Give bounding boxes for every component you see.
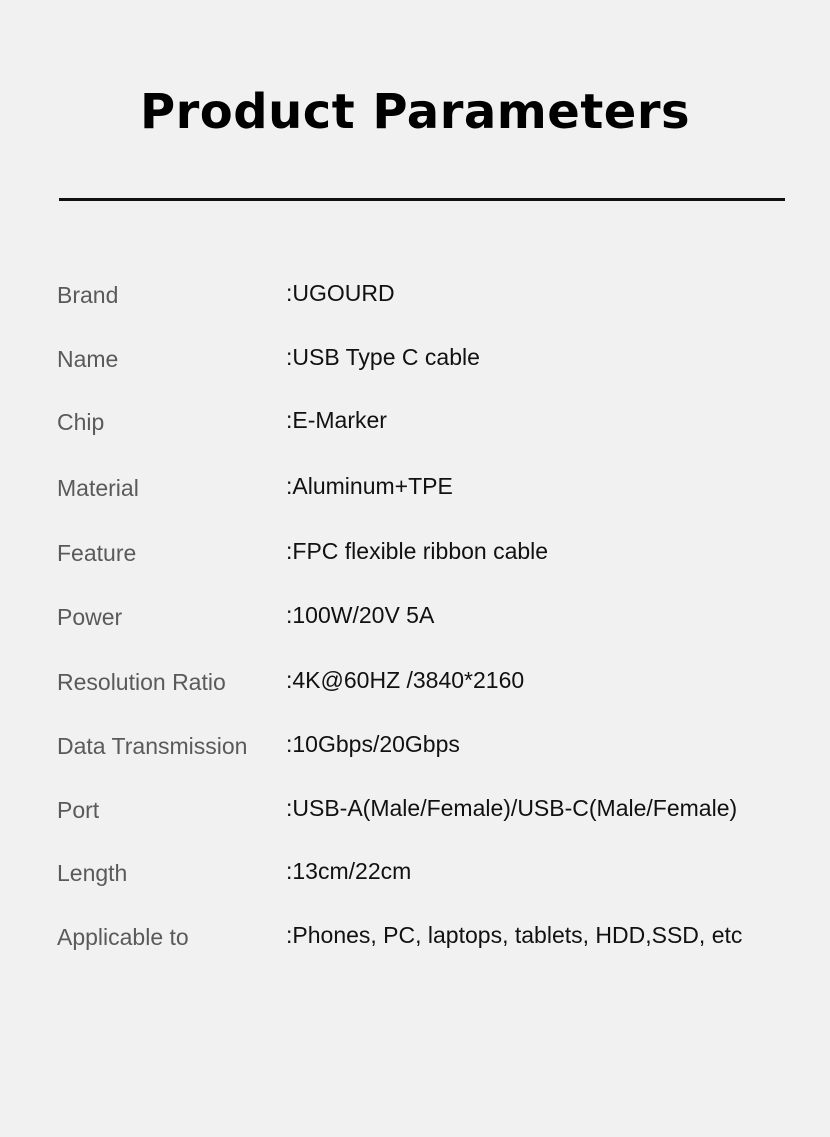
param-row-length bbox=[0, 860, 830, 900]
param-label: Applicable to bbox=[57, 924, 189, 950]
param-row-applicable-to bbox=[0, 924, 830, 964]
param-value: :100W/20V 5A bbox=[286, 602, 435, 628]
param-row-name bbox=[0, 346, 830, 386]
param-value: :13cm/22cm bbox=[286, 858, 412, 884]
param-label: Resolution Ratio bbox=[57, 669, 226, 695]
param-label: Material bbox=[57, 475, 139, 501]
param-row-power bbox=[0, 604, 830, 644]
param-value: :USB-A(Male/Female)/USB-C(Male/Female) bbox=[286, 795, 738, 821]
param-row-brand bbox=[0, 282, 830, 322]
param-row-data-transmission bbox=[0, 733, 830, 773]
param-value: :4K@60HZ /3840*2160 bbox=[286, 667, 525, 693]
title-divider bbox=[59, 198, 785, 201]
param-label: Chip bbox=[57, 409, 105, 435]
param-label: Name bbox=[57, 346, 119, 372]
param-value: :10Gbps/20Gbps bbox=[286, 731, 460, 757]
param-value: :Phones, PC, laptops, tablets, HDD,SSD, etc bbox=[286, 922, 743, 948]
param-value: :UGOURD bbox=[286, 280, 395, 306]
param-value: :Aluminum+TPE bbox=[286, 473, 453, 499]
param-label: Feature bbox=[57, 540, 137, 566]
param-label: Length bbox=[57, 860, 128, 886]
param-value: :E-Marker bbox=[286, 407, 387, 433]
param-label: Power bbox=[57, 604, 123, 630]
param-row-port bbox=[0, 797, 830, 837]
param-row-material bbox=[0, 475, 830, 515]
param-row-feature bbox=[0, 540, 830, 580]
param-label: Port bbox=[57, 797, 100, 823]
param-value: :USB Type C cable bbox=[286, 344, 480, 370]
param-value: :FPC flexible ribbon cable bbox=[286, 538, 549, 564]
param-label: Brand bbox=[57, 282, 119, 308]
param-label: Data Transmission bbox=[57, 733, 248, 759]
param-row-chip bbox=[0, 409, 830, 449]
page-title: Product Parameters bbox=[139, 84, 691, 140]
param-row-resolution-ratio bbox=[0, 669, 830, 709]
